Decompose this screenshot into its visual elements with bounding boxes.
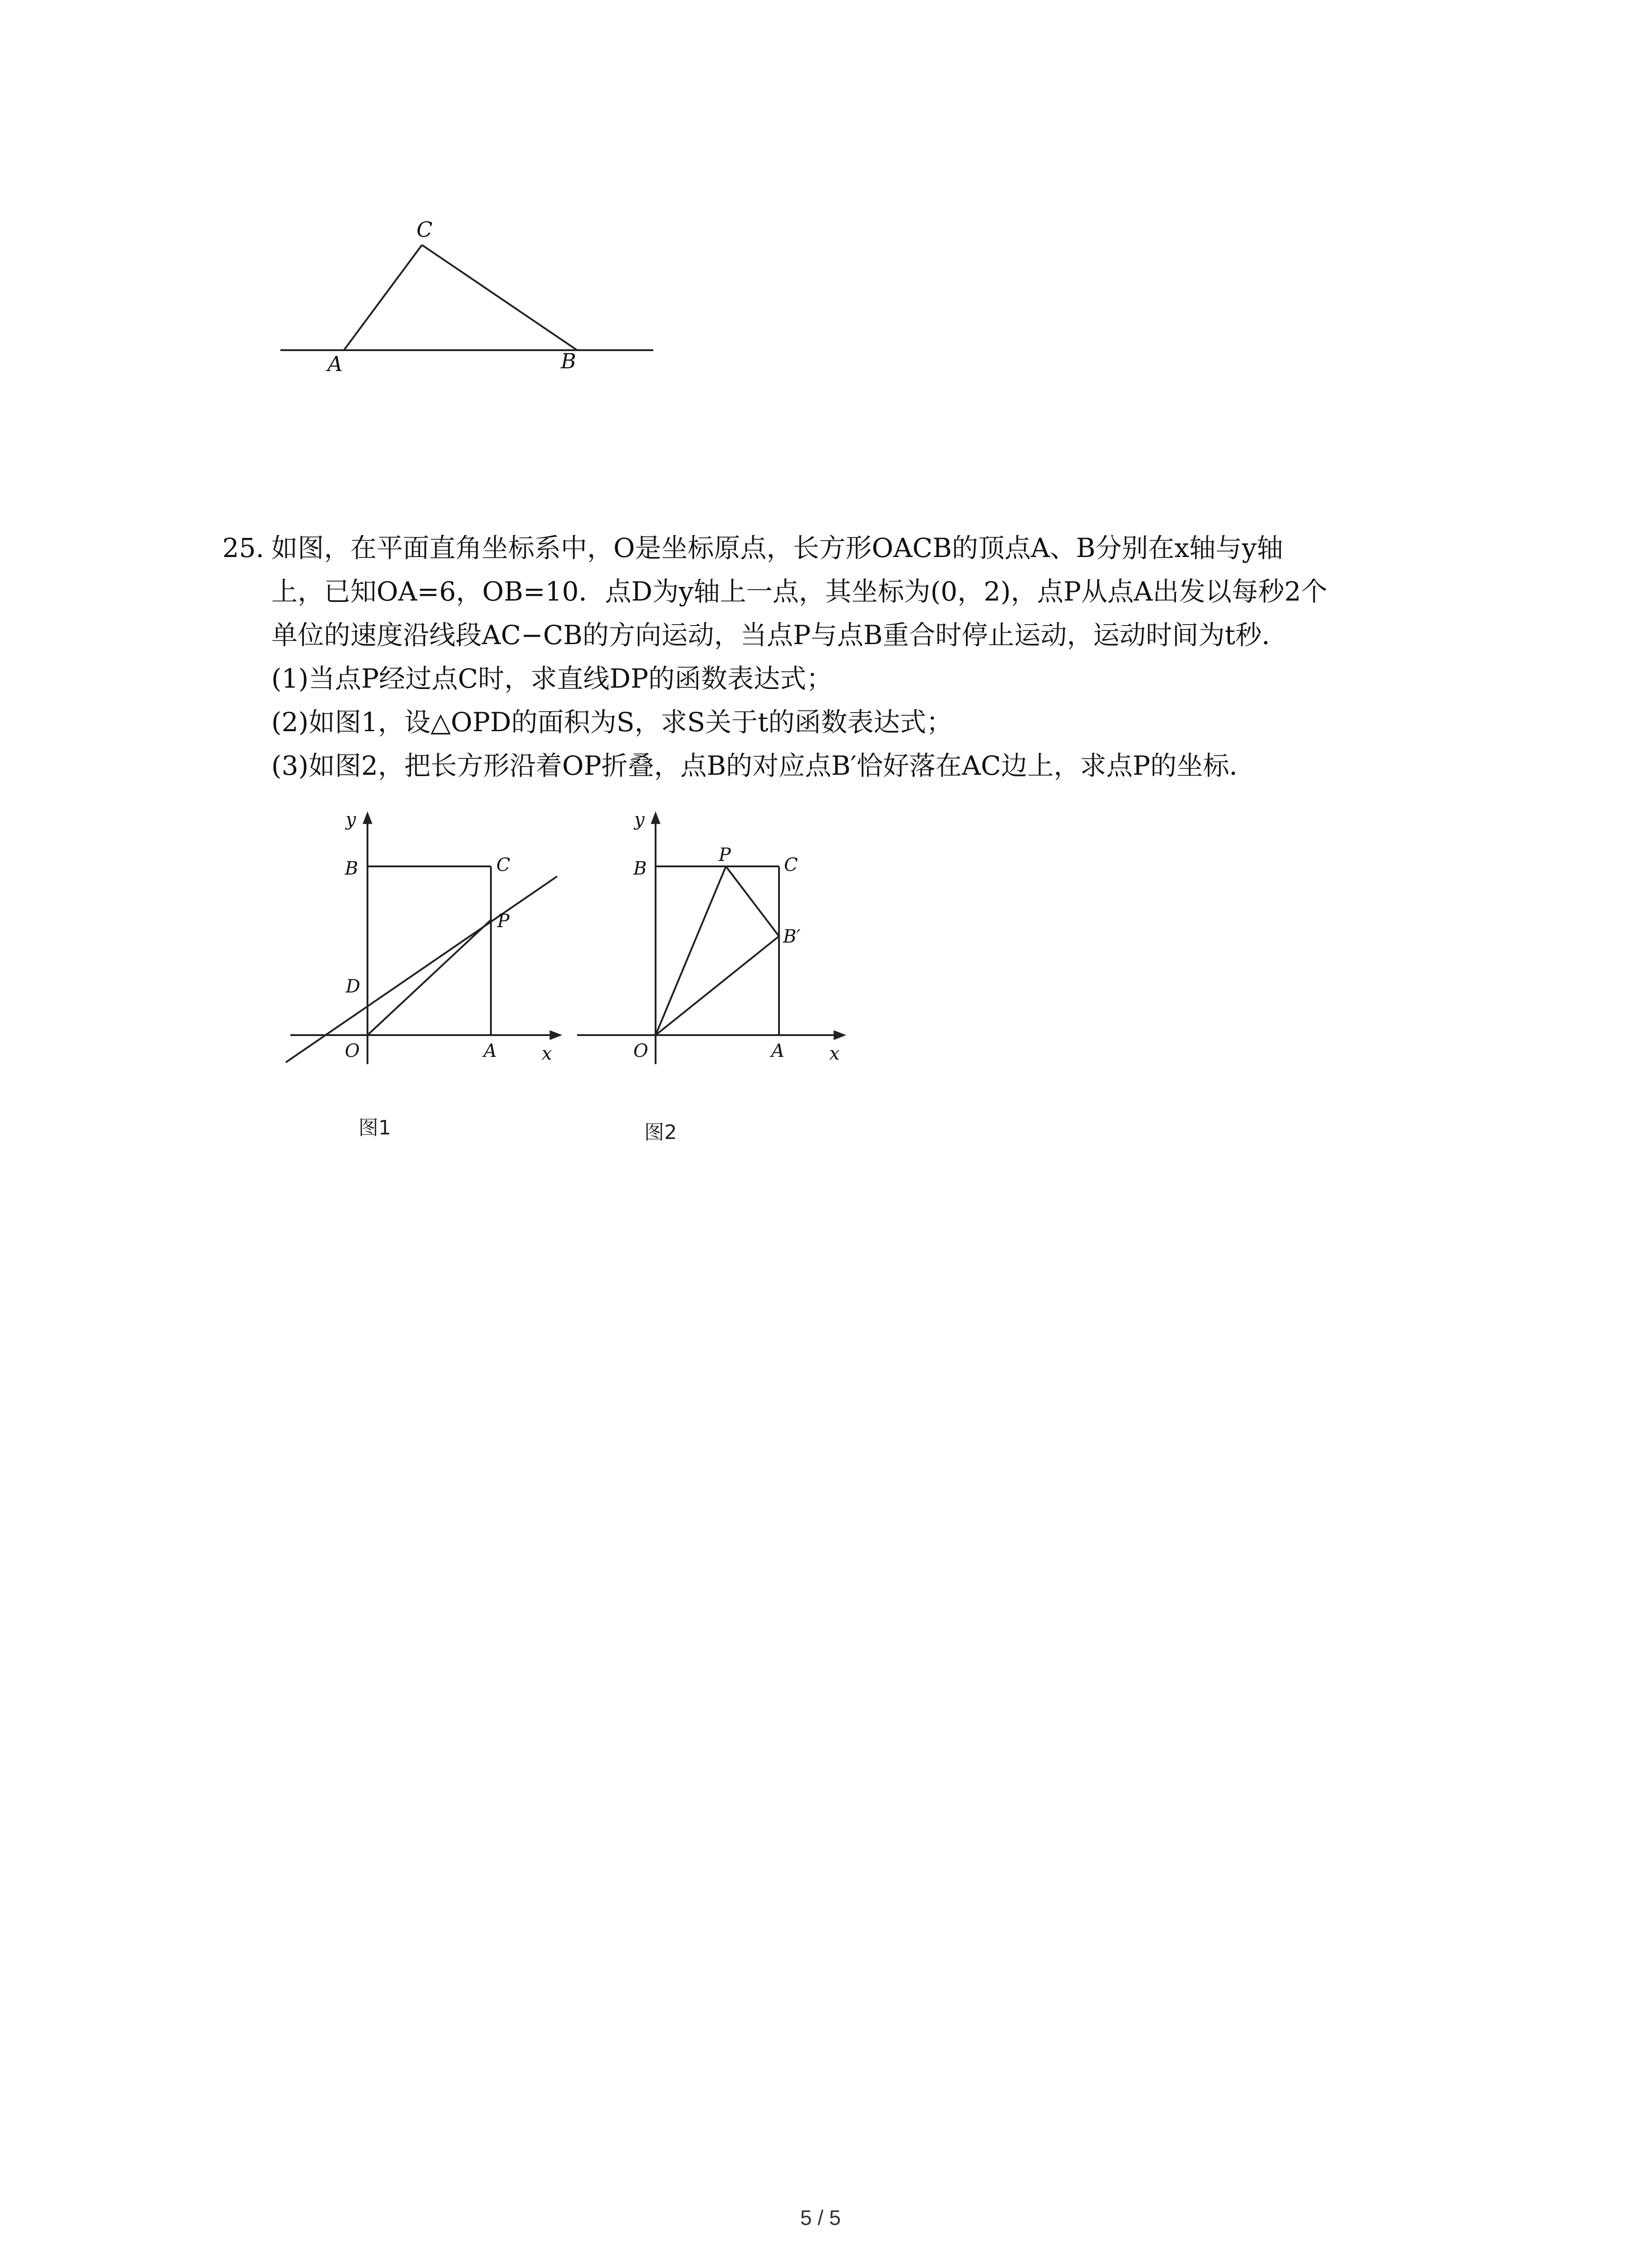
label-p: P (719, 845, 731, 865)
question-line-text: (2)如图1，设△OPD的面积为S，求S关于t的函数表达式； (271, 707, 953, 738)
label-a: A (328, 352, 343, 376)
label-b: B (345, 858, 358, 879)
question-25 (222, 526, 1438, 787)
label-c: C (496, 855, 510, 875)
question-line-text: 单位的速度沿线段AC−CB的方向运动，当点P与点B重合时停止运动，运动时间为t秒． (271, 620, 1288, 650)
label-c: C (784, 855, 798, 875)
segment-pb-prime (726, 866, 779, 936)
question-line (222, 613, 1438, 657)
question-line (222, 570, 1438, 613)
x-axis-arrow (834, 1031, 846, 1040)
question-line-text: 如图，在平面直角坐标系中，O是坐标原点，长方形OACB的顶点A、B分别在x轴与y轴 (271, 533, 1283, 563)
sub-question-3 (222, 744, 1438, 787)
figure-1 (272, 807, 581, 1080)
x-axis-arrow (550, 1031, 562, 1040)
label-c: C (416, 217, 433, 242)
label-p: P (497, 911, 509, 932)
label-y: y (346, 809, 356, 830)
label-o: O (633, 1041, 648, 1061)
label-b-prime: B′ (783, 926, 801, 947)
label-a: A (484, 1041, 497, 1061)
question-line-text: 上，已知OA=6，OB=10．点D为y轴上一点，其坐标为(0，2)，点P从点A出发以每秒2个 (271, 576, 1327, 607)
sub-question-1 (222, 657, 1438, 700)
label-x: x (542, 1043, 552, 1064)
label-a: A (771, 1041, 784, 1061)
question-line-text: (1)当点P经过点C时，求直线DP的函数表达式； (271, 663, 833, 694)
question-line-text: (3)如图2，把长方形沿着OP折叠，点B的对应点B′恰好落在AC边上，求点P的坐标． (271, 750, 1256, 781)
page-number: 5 / 5 (800, 2206, 841, 2229)
label-b: B (561, 349, 576, 373)
label-o: O (345, 1041, 360, 1061)
question-line (222, 526, 1438, 570)
segment-op (656, 866, 726, 1035)
side-cb (422, 245, 577, 350)
sub-question-2 (222, 700, 1438, 744)
y-axis-arrow (363, 812, 372, 824)
label-d: D (346, 976, 361, 997)
triangle-figure (272, 213, 662, 395)
side-ac (344, 245, 422, 350)
label-x: x (829, 1043, 840, 1064)
label-b: B (633, 858, 647, 879)
segment-ob-prime (656, 936, 779, 1035)
figure-2 (567, 807, 867, 1080)
figure-1-caption: 图1 (358, 1116, 391, 1139)
figure-2-caption: 图2 (644, 1121, 677, 1144)
label-y: y (634, 809, 645, 830)
segment-op (367, 920, 491, 1035)
question-number: 25. (222, 533, 265, 563)
y-axis-arrow (651, 812, 660, 824)
